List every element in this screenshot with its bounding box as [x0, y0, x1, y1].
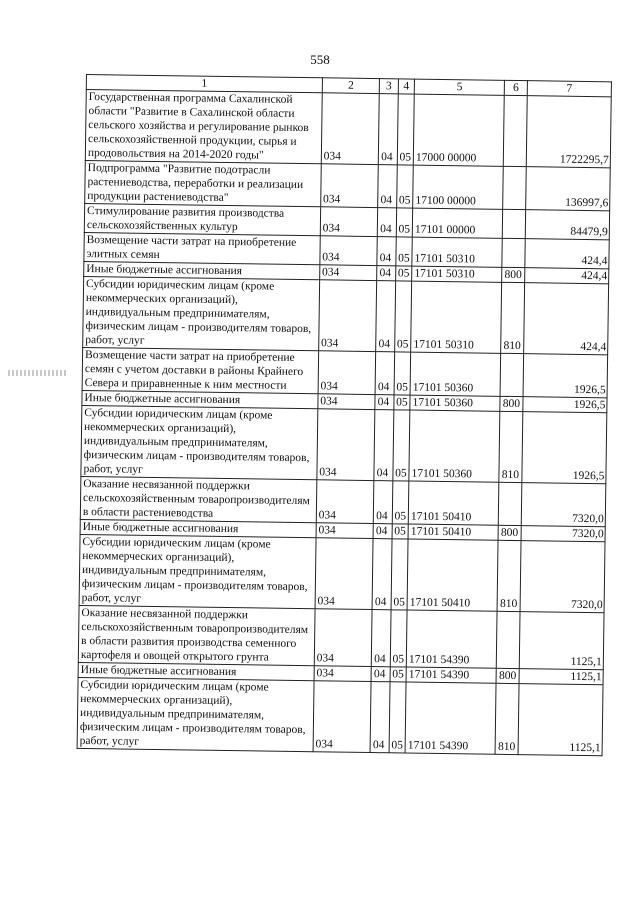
table-row: [81, 405, 607, 483]
row-col-2: 034: [320, 236, 378, 266]
row-col-7: 1125,1: [519, 612, 604, 670]
row-name: Государственная программа Сахалинской области "Развитие в Сахалинской области сельского хозяйства и регулирование рынков сельскохозяйственной продукции, сырья и продовольствия на 2014-2020 годы": [85, 90, 322, 164]
scan-artifact: [8, 370, 68, 376]
row-col-4: 05: [394, 352, 411, 395]
row-col-4: 05: [394, 395, 411, 410]
row-col-3: 04: [373, 524, 392, 539]
row-col-3: 04: [374, 481, 393, 524]
row-col-2: 034: [320, 164, 378, 208]
row-col-6: [503, 166, 526, 209]
header-col-2: 2: [322, 78, 380, 94]
row-col-4: 05: [393, 410, 410, 481]
row-name: Иные бюджетные ассигнования: [80, 519, 316, 537]
table-row: [79, 534, 605, 612]
row-col-7: 84479,9: [525, 210, 610, 240]
row-col-4: 05: [396, 237, 413, 266]
row-col-7: 1722295,7: [526, 96, 611, 168]
row-col-5: 17101 00000: [412, 208, 503, 238]
row-col-4: 05: [394, 281, 411, 352]
row-col-5: 17101 50310: [412, 237, 503, 267]
row-col-6: [500, 353, 523, 396]
table-row: [85, 90, 611, 168]
row-col-5: 17101 50310: [412, 266, 502, 282]
page-number: 558: [310, 52, 330, 67]
row-col-6: [502, 238, 525, 267]
row-col-5: 17101 54390: [406, 610, 497, 668]
table-row: [80, 476, 606, 526]
header-col-5: 5: [414, 79, 504, 95]
row-col-2: 034: [319, 265, 377, 281]
row-name: Иные бюджетные ассигнования: [84, 261, 320, 279]
row-col-5: 17101 50410: [408, 481, 499, 525]
row-col-2: 034: [314, 666, 372, 682]
row-col-6: 810: [501, 282, 525, 353]
row-col-2: 034: [316, 523, 374, 539]
row-name: Стимулирование развития производства сельскохозяйственных культур: [84, 203, 320, 235]
row-col-6: 800: [498, 525, 521, 540]
row-col-7: 136997,6: [526, 167, 611, 211]
header-col-1: 1: [86, 75, 322, 93]
row-col-3: 04: [378, 165, 397, 208]
row-col-2: 034: [321, 93, 379, 165]
row-name: Иные бюджетные ассигнования: [78, 662, 314, 680]
row-name: Возмещение части затрат на приобретение семян с учетом доставки в районы Крайнего Севера и приравненные к ним местности: [82, 347, 318, 393]
row-col-7: 1926,5: [522, 412, 607, 484]
row-col-2: 034: [316, 480, 374, 524]
budget-table: [77, 74, 612, 756]
row-col-2: 034: [317, 409, 375, 481]
row-col-7: 7320,0: [521, 483, 606, 527]
header-col-3: 3: [380, 79, 399, 94]
row-col-4: 05: [396, 165, 413, 208]
row-col-5: 17101 50360: [409, 410, 500, 482]
row-col-3: 04: [371, 667, 390, 682]
row-col-2: 034: [320, 207, 378, 237]
row-col-6: 800: [496, 668, 519, 683]
row-col-5: 17101 50360: [410, 395, 500, 411]
row-col-3: 04: [372, 539, 391, 610]
table-row: [85, 160, 611, 210]
row-col-3: 04: [377, 237, 396, 266]
row-col-4: 05: [396, 208, 413, 237]
row-col-3: 04: [378, 208, 397, 237]
row-col-3: 04: [374, 410, 393, 481]
row-col-3: 04: [379, 94, 398, 165]
row-col-2: 034: [318, 394, 376, 410]
row-col-2: 034: [318, 280, 376, 352]
row-col-4: 05: [397, 94, 414, 165]
row-col-7: 1926,5: [523, 397, 607, 413]
row-name: Подпрограмма "Развитие подотрасли растениеводства, переработки и реализации продукции растениеводства": [85, 160, 321, 206]
row-col-2: 034: [313, 681, 371, 753]
row-name: Субсидии юридическим лицам (кроме некоммерческих организаций), индивидуальным предпринимателям, физическим лицам - производителям товаров, работ, услуг: [83, 276, 320, 350]
row-col-5: 17101 54390: [406, 667, 496, 683]
header-col-7: 7: [527, 81, 611, 97]
row-col-5: 17101 50360: [410, 352, 501, 396]
row-col-2: 034: [315, 538, 373, 610]
row-col-6: 810: [499, 411, 523, 482]
row-col-7: 1125,1: [519, 669, 603, 685]
row-col-3: 04: [377, 266, 396, 281]
row-col-3: 04: [372, 610, 391, 667]
row-col-6: [497, 611, 520, 668]
row-col-6: 810: [495, 683, 519, 754]
row-name: Субсидии юридическим лицам (кроме некоммерческих организаций), индивидуальным предпринимателям, физическим лицам - производителям товаров, работ, услуг: [79, 534, 316, 608]
row-col-3: 04: [375, 352, 394, 395]
row-col-7: 424,4: [525, 239, 610, 269]
row-col-2: 034: [314, 609, 372, 667]
row-col-3: 04: [370, 682, 389, 753]
row-col-7: 424,4: [524, 283, 609, 355]
row-col-6: 800: [502, 267, 525, 282]
row-name: Субсидии юридическим лицам (кроме некоммерческих организаций), индивидуальным предпринимателям, физическим лицам - производителям товаров, работ, услуг: [81, 405, 318, 479]
row-col-5: 17000 00000: [413, 94, 504, 166]
row-col-5: 17101 54390: [405, 682, 496, 754]
row-col-5: 17101 50310: [411, 281, 502, 353]
row-name: Оказание несвязанной поддержки сельскохозяйственным товаропроизводителям в области развития производства семенного картофеля и овощей открытого грунта: [78, 605, 315, 665]
header-col-4: 4: [398, 79, 415, 94]
row-col-5: 17100 00000: [413, 165, 504, 209]
row-col-6: 810: [497, 540, 521, 611]
row-col-6: [499, 482, 522, 525]
table-row: [82, 347, 608, 397]
row-col-4: 05: [389, 682, 406, 753]
row-col-4: 05: [395, 266, 412, 281]
budget-table-sheet: [77, 74, 612, 756]
row-col-4: 05: [392, 524, 409, 539]
row-name: Субсидии юридическим лицам (кроме некоммерческих организаций), индивидуальным предпринимателям, физическим лицам - производителям товаров, работ, услуг: [77, 677, 314, 751]
row-col-6: [504, 95, 528, 166]
row-col-4: 05: [390, 610, 407, 667]
table-body: [77, 90, 611, 756]
row-col-4: 05: [391, 539, 408, 610]
row-col-3: 04: [376, 281, 395, 352]
row-col-7: 424,4: [525, 268, 609, 284]
row-name: Возмещение части затрат на приобретение элитных семян: [84, 232, 320, 264]
row-col-4: 05: [390, 667, 407, 682]
row-col-7: 7320,0: [520, 541, 605, 613]
row-name: Иные бюджетные ассигнования: [82, 390, 318, 408]
row-col-5: 17101 50410: [408, 524, 498, 540]
row-col-6: [503, 209, 526, 238]
row-col-7: 1926,5: [523, 354, 608, 398]
row-name: Оказание несвязанной поддержки сельскохозяйственным товаропроизводителям в области растениеводства: [80, 476, 316, 522]
table-row: [83, 276, 609, 354]
row-col-3: 04: [375, 395, 394, 410]
header-col-6: 6: [505, 80, 528, 95]
row-col-6: 800: [500, 396, 523, 411]
row-col-4: 05: [392, 481, 409, 524]
row-col-7: 7320,0: [521, 526, 605, 542]
row-col-7: 1125,1: [518, 684, 603, 756]
table-row: [77, 677, 603, 755]
table-row: [78, 605, 604, 669]
row-col-2: 034: [318, 351, 376, 395]
row-col-5: 17101 50410: [407, 539, 498, 611]
